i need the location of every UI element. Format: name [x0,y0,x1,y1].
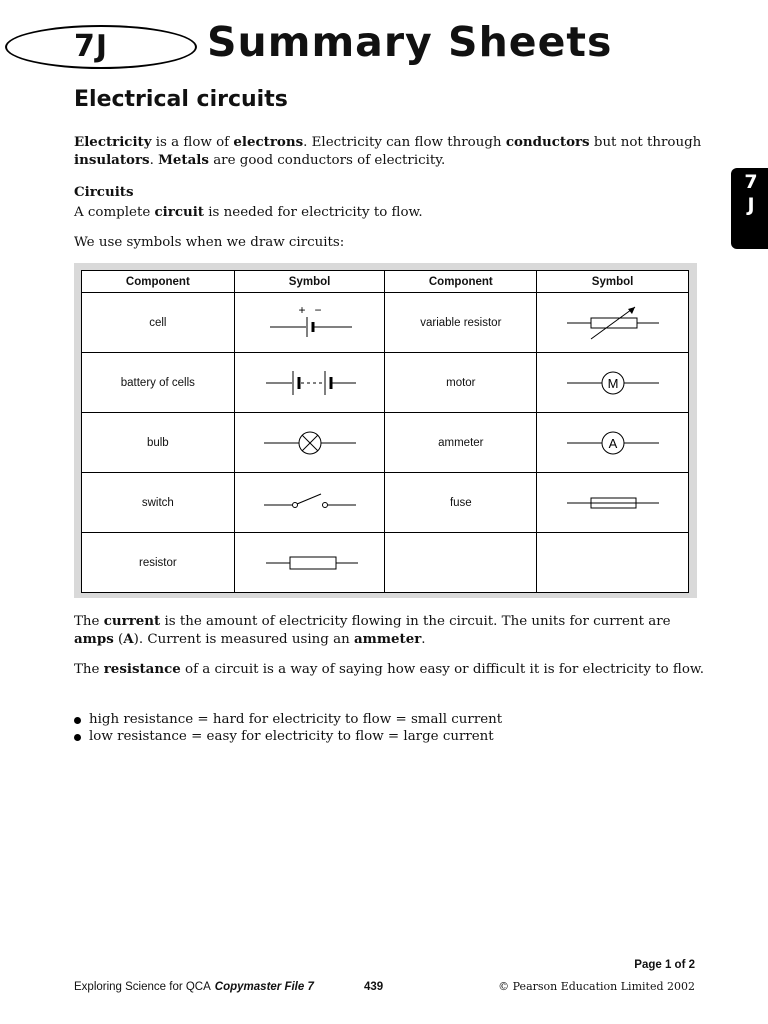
component-name: fuse [385,473,537,533]
table-row [82,413,689,473]
side-tab-line-2: J [747,194,755,216]
section-title: Electrical circuits [74,87,288,112]
resistor-symbol-icon [234,533,385,593]
empty-cell [537,533,689,593]
battery-symbol-icon [234,353,385,413]
cell-symbol-icon [234,293,385,353]
resistance-bullet-list [74,712,502,745]
circuits-heading: Circuits [74,184,134,200]
component-name: switch [82,473,235,533]
variable-resistor-symbol-icon [537,293,689,353]
side-tab-line-1: 7 [744,171,758,193]
unit-side-tab [731,168,768,249]
component-symbol-table [81,270,689,593]
component-table-panel [74,263,697,598]
intro-paragraph: Electricity is a flow of electrons. Electricity can flow through conductors but not through insulators. Metals are good conductors of electricity. [74,134,702,168]
switch-symbol-icon [234,473,385,533]
empty-cell [385,533,537,593]
list-item: high resistance = hard for electricity to flow = small current [74,712,502,729]
cell-plus-label: + [298,302,306,317]
header-symbol-left: Symbol [234,271,385,293]
current-paragraph: The current is the amount of electricity flowing in the circuit. The units for current are amps (A). Current is measured using an ammeter. [74,613,671,647]
page-title: Summary Sheets [207,18,613,66]
header-symbol-right: Symbol [537,271,689,293]
table-row [82,293,689,353]
unit-code: 7J [74,29,109,64]
motor-symbol-icon [537,353,689,413]
resistance-paragraph: The resistance of a circuit is a way of saying how easy or difficult it is for electricity to flow. [74,661,705,677]
table-row [82,353,689,413]
component-name: resistor [82,533,235,593]
component-name: variable resistor [385,293,537,353]
footer-copyright: © Pearson Education Limited 2002 [498,980,695,993]
motor-letter: M [607,375,618,391]
table-row [82,473,689,533]
page-indicator: Page 1 of 2 [634,959,695,971]
bulb-symbol-icon [234,413,385,473]
cell-minus-label: − [314,302,322,317]
table-header-row [82,271,689,293]
footer-copymaster: Copymaster File 7 [214,981,314,993]
footer-book-title: Exploring Science for QCA Copymaster File 7 [74,981,314,993]
circuits-paragraph: A complete circuit is needed for electricity to flow. [74,204,423,220]
table-row [82,533,689,593]
ammeter-letter: A [608,435,617,451]
ammeter-symbol-icon [537,413,689,473]
symbols-intro: We use symbols when we draw circuits: [74,235,345,250]
header-component-right: Component [385,271,537,293]
component-name: cell [82,293,235,353]
component-name: motor [385,353,537,413]
footer-page-number: 439 [364,981,384,993]
component-name: bulb [82,413,235,473]
component-name: ammeter [385,413,537,473]
fuse-symbol-icon [537,473,689,533]
header-component-left: Component [82,271,235,293]
component-name: battery of cells [82,353,235,413]
list-item: low resistance = easy for electricity to flow = large current [74,729,502,746]
